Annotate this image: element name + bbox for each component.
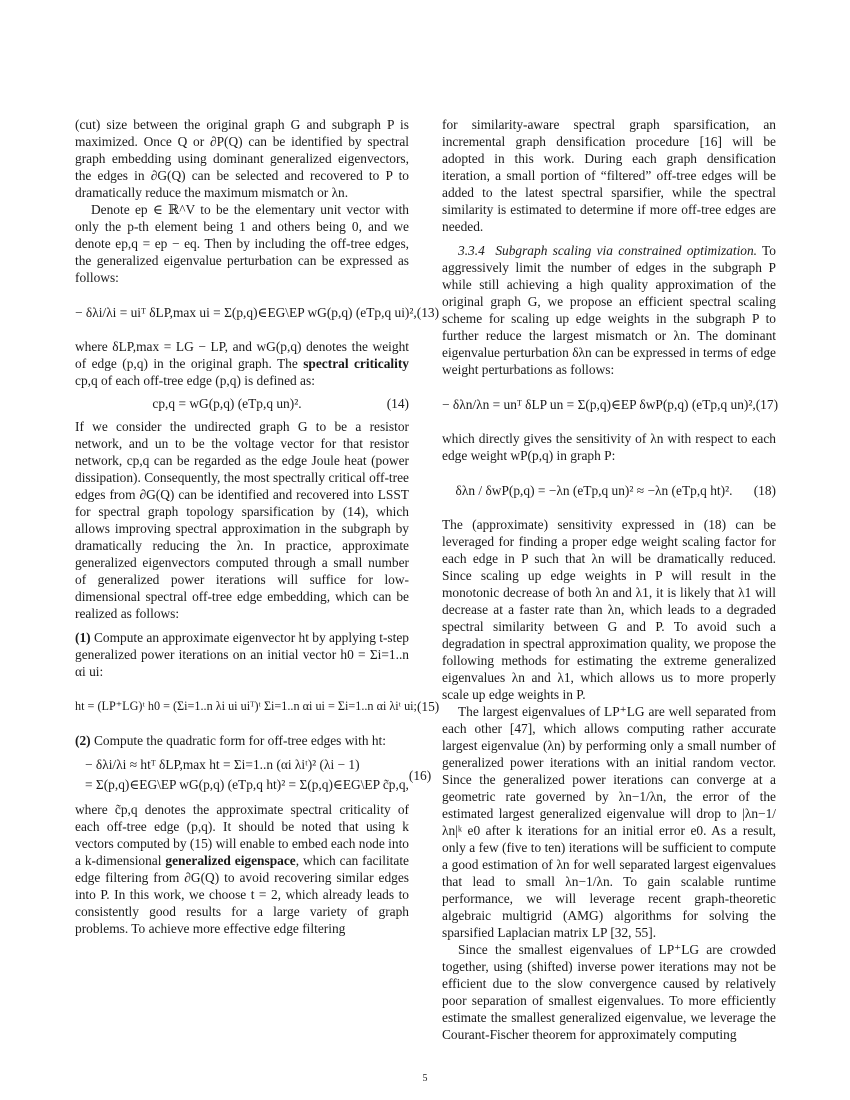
step-1 [75,629,409,680]
paragraph-resistor: If we consider the undirected graph G to be a resistor network, and un to be the voltage vector for that resistor network, cp,q can be regarded as the edge Joule heat (power dissipation). Consequently, the most spectrally critical off-tree edges from ∂G(Q) can be identified and recovered into LSST for spectral graph topology sparsification by (14), which allows improving spectral approximation in the subgraph by dramatically reducing the λn. In practice, approximate generalized eigenvectors computed through a small number of generalized power iterations will suffice for low-dimensional spectral off-tree edge embedding, which can be realized as follows: [75,419,409,621]
equation-16-line-2: = Σ(p,q)∈EG\EP wG(p,q) (eTp,q ht)² = Σ(p,q)∈EG\EP c̃p,q, [85,777,409,792]
term-spectral-criticality: spectral criticality [303,356,409,371]
equation-16-number: (16) [408,767,432,783]
section-number: 3.3.4 [458,243,485,258]
paragraph-where16 [75,801,409,937]
equation-13-body: − δλi/λi = uiᵀ δLP,max ui = Σ(p,q)∈EG\EP wG(p,q) (eTp,q ui)², [75,304,417,320]
page-number: 5 [422,1073,428,1084]
paragraph-largest: The largest eigenvalues of LP⁺LG are well separated from each other [47], which allows computing rather accurate largest eigenvalue (λn) by performing only a small number of generalized power iterations with an initial random vector. Since the generalized power iterations can converge at a geometric rate governed by λn−1/λn, the error of the estimated largest generalized eigenvalue will drop to |λn−1/λn|ᵏ e0 after k iterations for an initial error e0. As a result, only a few (five to ten) iterations will be sufficient to compute a good estimation of λn for well separated largest eigenvalues that lead to small λn−1/λn. To gain scalable runtime performance, we will leverage recent graph-theoretic algebraic multigrid (AMG) algorithms for solving the sparsified Laplacian matrix LP [32, 55]. [442,704,776,940]
equation-15-number: (15) [416,698,440,714]
equation-16-body [75,755,409,795]
equation-18 [442,470,776,510]
equation-17-number: (17) [755,396,779,412]
step-2-text: Compute the quadratic form for off-tree edges with ht: [90,733,386,748]
equation-16 [75,755,432,795]
paragraph-approximate: The (approximate) sensitivity expressed in (18) can be leveraged for finding a proper edge weight scaling factor for each edge in P such that λn will be dramatically reduced. Since scaling up edge weights in P will result in the monotonic decrease of both λn and λ1, it is likely that λ1 will decrease at a faster rate than λn, which leads to a degraded spectral similarity between G and P. To avoid such a degradation in spectral approximation quality, we propose the following methods for estimating the extreme generalized eigenvalues λn and λ1, which allows us to more properly scale up edge weights in P. [442,517,776,702]
equation-15 [75,686,440,726]
equation-16-line-1: − δλi/λi ≈ htᵀ δLP,max ht = Σi=1..n (αi λiᵗ)² (λi − 1) [85,757,360,772]
step-1-text: Compute an approximate eigenvector ht by applying t-step generalized power iterations on an initial vector h0 = Σi=1..n αi ui: [75,630,409,679]
right-column [442,116,779,1043]
equation-13 [75,292,440,332]
section-text: To aggressively limit the number of edges in the subgraph P while still achieving a high quality approximation of the original graph G, we propose an efficient spectral scaling scheme for scaling up edge weights in the subgraph P to further reduce the largest mismatch or λn. The dominant eigenvalue perturbation δλn can be expressed in terms of edge weight perturbations as follows: [442,243,776,377]
equation-14-number: (14) [386,396,409,411]
step-2 [75,732,409,749]
text-span: where c̃p,q denotes the approximate spectral criticality of each off-tree edge (p,q). It should be noted that using k vectors computed by (15) will enable to embed each node into a k-dimensional [75,802,409,868]
paragraph-sensitivity: which directly gives the sensitivity of λn with respect to each edge weight wP(p,q) in graph P: [442,431,776,463]
paragraph-intro: (cut) size between the original graph G and subgraph P is maximized. Once Q or ∂P(Q) can be identified by spectral graph embedding using dominant generalized eigenvectors, the edges in ∂G(Q) can be selected and recovered to P to dramatically reduce the maximum mismatch or λn. [75,117,409,200]
equation-15-body: ht = (LP⁺LG)ᵗ h0 = (Σi=1..n λi ui uiᵀ)ᵗ Σi=1..n αi ui = Σi=1..n αi λiᵗ ui; [75,698,417,713]
paragraph-smallest: Since the smallest eigenvalues of LP⁺LG are crowded together, using (shifted) inverse power iterations may not be efficient due to the slow convergence caused by relatively poor separation of smallest eigenvalues. To more efficiently estimate the smallest generalized eigenvalue, we leverage the Courant-Fischer theorem for approximately computing [442,942,776,1042]
step-2-label: (2) [75,733,91,748]
equation-18-body: δλn / δwP(p,q) = −λn (eTp,q un)² ≈ −λn (eTp,q ht)². [455,482,733,498]
left-column [75,116,440,937]
paragraph-where13 [75,338,409,389]
equation-17 [442,384,779,424]
equation-13-number: (13) [416,304,440,320]
term-generalized-eigenspace: generalized eigenspace [165,853,296,868]
equation-17-body: − δλn/λn = unᵀ δLP un = Σ(p,q)∈EP δwP(p,q) (eTp,q un)², [442,396,756,412]
equation-14-body: cp,q = wG(p,q) (eTp,q un)². [152,396,302,411]
step-1-label: (1) [75,630,91,645]
text-span: cp,q of each off-tree edge (p,q) is defined as: [75,373,315,388]
text-span: , which can facilitate edge filtering from ∂G(Q) to avoid recovering similar edges into P. In this work, we choose t = 2, which already leads to consistently good results for a large variety of graph problems. To achieve more effective edge filtering [75,853,409,936]
text-span: where δLP,max = LG − LP, and wG(p,q) denotes the weight of edge (p,q) in the original graph. The [75,339,409,371]
equation-18-number: (18) [753,482,776,498]
equation-14 [75,395,409,412]
section-3-3-4 [442,242,776,378]
paragraph-denote: Denote ep ∈ ℝ^V to be the elementary unit vector with only the p-th element being 1 and others being 0, and we denote ep,q = ep − eq. Then by including the off-tree edges, the generalized eigenvalue perturbation can be expressed as follows: [75,202,409,285]
paragraph-continued: for similarity-aware spectral graph sparsification, an incremental graph densification procedure [16] will be adopted in this work. During each graph densification iteration, a small portion of “filtered” off-tree edges will be added to the latest spectral sparsifier, while the spectral similarity is estimated to determine if more off-tree edges are needed. [442,117,776,234]
section-title: Subgraph scaling via constrained optimization. [495,243,758,258]
